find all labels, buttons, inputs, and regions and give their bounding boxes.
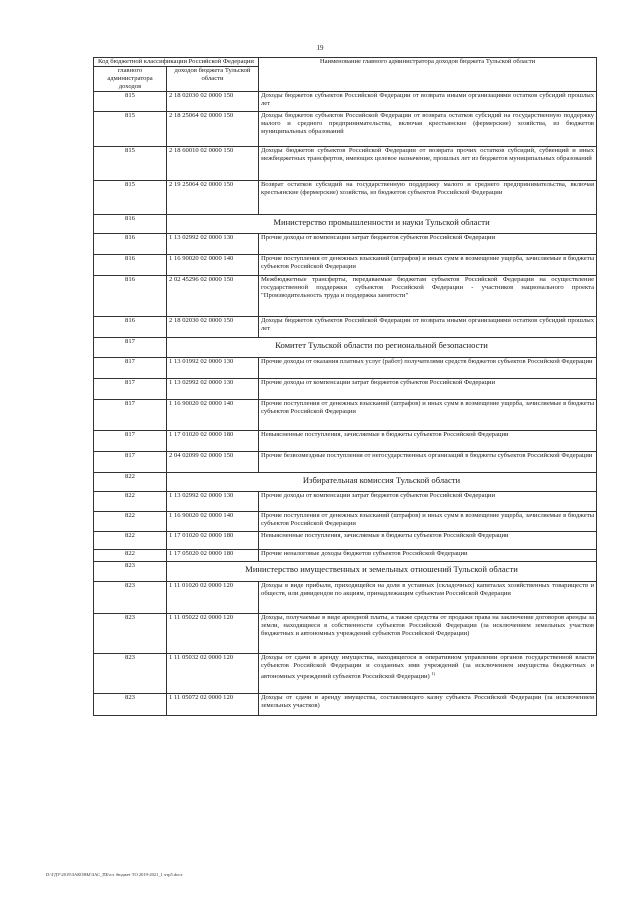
revenue-name-text: Прочие доходы от компенсации затрат бюджетов субъектов Российской Федерации — [261, 492, 496, 499]
revenue-name-cell — [259, 317, 597, 338]
admin-code-cell: 816 — [94, 276, 167, 317]
admin-code-cell: 817 — [94, 431, 167, 452]
revenue-column-header: доходов бюджета Тульской области — [167, 67, 259, 92]
revenue-code-cell: 1 11 05032 02 0000 120 — [167, 654, 259, 694]
revenue-code-cell: 1 13 02992 02 0000 130 — [167, 234, 259, 255]
revenue-name-text: Прочие поступления от денежных взысканий (штрафов) и иных сумм в возмещение ущерба, зачисляемые в бюджеты субъектов Российской Федерации — [261, 400, 595, 415]
revenue-name-text: Прочие доходы от компенсации затрат бюджетов субъектов Российской Федерации — [261, 379, 496, 386]
revenue-name-text: Прочие безвозмездные поступления от негосударственных организаций в бюджеты субъектов Российской Федерации — [261, 452, 593, 459]
revenue-name-text: Невыясненные поступления, зачисляемые в бюджеты субъектов Российской Федерации — [261, 532, 509, 539]
revenue-name-cell — [259, 147, 597, 181]
admin-code-cell: 822 — [94, 473, 167, 492]
department-name-cell: Избирательная комиссия Тульской области — [167, 473, 597, 492]
table-row — [94, 112, 597, 147]
revenue-administrators-table — [93, 57, 597, 716]
revenue-name-text: Доходы, получаемые в виде арендной платы, а также средства от продажи права на заключение договоров аренды за земли, находящиеся в собственности субъектов Российской Федерации (за исключением земельных участков бюджетных и автономных учреждений субъектов Российской Федерации) — [261, 614, 595, 637]
department-row — [94, 215, 597, 234]
revenue-name-cell — [259, 654, 597, 694]
table-row — [94, 512, 597, 532]
admin-code-cell: 817 — [94, 379, 167, 400]
revenue-name-text: Доходы бюджетов субъектов Российской Федерации от возврата иными организациями остатков субсидий прошлых лет — [261, 317, 595, 332]
revenue-code-cell: 2 18 02030 02 0000 150 — [167, 317, 259, 338]
revenue-name-text: Межбюджетные трансферты, передаваемые бюджетам субъектов Российской Федерации на осуществление государственной поддержки субъектов Российской Федерации - участников национального проекта "Производительность труда и поддержка занятости" — [261, 276, 595, 299]
revenue-name-text: Доходы от сдачи в аренду имущества, находящегося в оперативном управлении органов государственной власти субъектов Российской Федерации и созданных ими учреждений (за исключением имущества бюджетных и автономных учреждений субъектов Российской Федерации) — [261, 654, 595, 681]
admin-code-cell: 816 — [94, 234, 167, 255]
table-row — [94, 147, 597, 181]
department-name-cell: Комитет Тульской области по региональной безопасности — [167, 338, 597, 358]
department-name-cell: Министерство имущественных и земельных отношений Тульской области — [167, 562, 597, 582]
admin-code-cell: 823 — [94, 614, 167, 654]
code-column-header: Код бюджетной классификации Российской Федерации — [94, 58, 259, 67]
table-row — [94, 492, 597, 512]
admin-code-cell: 815 — [94, 92, 167, 112]
file-path-footer: D:\ГДУ\2019\ЗАКОНЫ\ЗАС_ПБ\ел. бюджет ТО 2019-2021_1 чтр5.docx — [46, 872, 183, 877]
admin-code-cell: 815 — [94, 181, 167, 215]
revenue-code-cell: 2 02 45296 02 0000 150 — [167, 276, 259, 317]
revenue-code-cell: 1 17 01020 02 0000 180 — [167, 532, 259, 550]
table-row — [94, 400, 597, 431]
admin-code-cell: 822 — [94, 532, 167, 550]
table-row — [94, 317, 597, 338]
admin-code-cell: 816 — [94, 317, 167, 338]
table-row — [94, 379, 597, 400]
revenue-code-cell: 2 19 25064 02 0000 150 — [167, 181, 259, 215]
revenue-code-cell: 2 18 02030 02 0000 150 — [167, 92, 259, 112]
revenue-name-cell — [259, 492, 597, 512]
table-row — [94, 431, 597, 452]
table-row — [94, 255, 597, 276]
revenue-name-cell — [259, 582, 597, 614]
footnote-mark: 1) — [431, 671, 436, 676]
revenue-code-cell: 1 11 01020 02 0000 120 — [167, 582, 259, 614]
revenue-code-cell: 1 17 05020 02 0000 180 — [167, 550, 259, 562]
table-row — [94, 181, 597, 215]
department-name-cell: Министерство промышленности и науки Тульской области — [167, 215, 597, 234]
revenue-code-cell: 1 11 05072 02 0000 120 — [167, 694, 259, 716]
department-row — [94, 562, 597, 582]
revenue-name-cell — [259, 358, 597, 379]
revenue-code-cell: 1 17 01020 02 0000 180 — [167, 431, 259, 452]
revenue-name-text: Прочие поступления от денежных взысканий (штрафов) и иных сумм в возмещение ущерба, зачисляемые в бюджеты субъектов Российской Федерации — [261, 255, 595, 270]
revenue-name-text: Доходы бюджетов субъектов Российской Федерации от возврата прочих остатков субсидий, субвенций и иных межбюджетных трансфертов, имеющих целевое назначение, прошлых лет из бюджетов муниципальных образований — [261, 147, 595, 162]
revenue-name-cell — [259, 379, 597, 400]
admin-code-cell: 817 — [94, 400, 167, 431]
revenue-name-cell — [259, 694, 597, 716]
admin-code-cell: 823 — [94, 582, 167, 614]
admin-column-header: главного администратора доходов — [94, 67, 167, 92]
revenue-code-cell: 2 18 60010 02 0000 150 — [167, 147, 259, 181]
admin-code-cell: 816 — [94, 255, 167, 276]
revenue-code-cell: 1 16 90020 02 0000 140 — [167, 255, 259, 276]
admin-code-cell: 823 — [94, 694, 167, 716]
table-row — [94, 654, 597, 694]
table-row — [94, 582, 597, 614]
table-row — [94, 550, 597, 562]
revenue-code-cell: 1 16 90020 02 0000 140 — [167, 512, 259, 532]
department-row — [94, 338, 597, 358]
revenue-name-text: Доходы бюджетов субъектов Российской Федерации от возврата иными организациями остатков субсидий прошлых лет — [261, 92, 595, 107]
table-header-row — [94, 58, 597, 67]
revenue-code-cell: 2 04 02099 02 0000 150 — [167, 452, 259, 473]
admin-code-cell: 817 — [94, 358, 167, 379]
revenue-name-text: Прочие доходы от оказания платных услуг (работ) получателями средств бюджетов субъектов Российской Федерации — [261, 358, 593, 365]
revenue-name-cell — [259, 431, 597, 452]
revenue-name-cell — [259, 92, 597, 112]
table-row — [94, 358, 597, 379]
page-number: 19 — [316, 44, 324, 52]
revenue-name-text: Прочие доходы от компенсации затрат бюджетов субъектов Российской Федерации — [261, 234, 496, 241]
revenue-name-text: Возврат остатков субсидий на государственную поддержку малого и среднего предпринимательства, включая крестьянские (фермерские) хозяйства, из бюджетов субъектов Российской Федерации — [261, 181, 595, 196]
table-row — [94, 276, 597, 317]
revenue-code-cell: 2 18 25064 02 0000 150 — [167, 112, 259, 147]
revenue-code-cell: 1 16 90020 02 0000 140 — [167, 400, 259, 431]
admin-code-cell: 822 — [94, 550, 167, 562]
revenue-name-cell — [259, 234, 597, 255]
revenue-code-cell: 1 13 02992 02 0000 130 — [167, 379, 259, 400]
admin-code-cell: 817 — [94, 338, 167, 358]
department-row — [94, 473, 597, 492]
revenue-name-cell — [259, 255, 597, 276]
table-row — [94, 614, 597, 654]
revenue-name-cell — [259, 112, 597, 147]
revenue-code-cell: 1 13 02992 02 0000 130 — [167, 492, 259, 512]
revenue-name-cell — [259, 276, 597, 317]
table-row — [94, 532, 597, 550]
revenue-name-cell — [259, 181, 597, 215]
revenue-name-cell — [259, 532, 597, 550]
table-row — [94, 92, 597, 112]
admin-code-cell: 823 — [94, 562, 167, 582]
revenue-name-cell — [259, 512, 597, 532]
admin-code-cell: 822 — [94, 512, 167, 532]
admin-code-cell: 815 — [94, 112, 167, 147]
revenue-name-cell — [259, 400, 597, 431]
revenue-name-text: Доходы бюджетов субъектов Российской Федерации от возврата остатков субсидий на государственную поддержку малого и среднего предпринимательства, включая крестьянские (фермерские) хозяйства, из бюджетов муниципальных образований — [261, 112, 595, 135]
revenue-name-cell — [259, 550, 597, 562]
admin-code-cell: 817 — [94, 452, 167, 473]
revenue-name-text: Прочие неналоговые доходы бюджетов субъектов Российской Федерации — [261, 550, 468, 557]
admin-code-cell: 816 — [94, 215, 167, 234]
revenue-name-text: Прочие поступления от денежных взысканий (штрафов) и иных сумм в возмещение ущерба, зачисляемые в бюджеты субъектов Российской Федерации — [261, 512, 595, 527]
name-column-header: Наименование главного администратора доходов бюджета Тульской области — [259, 58, 597, 92]
revenue-code-cell: 1 13 01992 02 0000 130 — [167, 358, 259, 379]
revenue-name-text: Доходы от сдачи в аренду имущества, составляющего казну субъекта Российской Федерации (за исключением земельных участков) — [261, 694, 595, 709]
revenue-name-text: Доходы в виде прибыли, приходящейся на доли в уставных (складочных) капиталах хозяйственных товариществ и обществ, или дивидендов по акциям, принадлежащим субъектам Российской Федерации — [261, 582, 595, 597]
table-row — [94, 694, 597, 716]
table-row — [94, 234, 597, 255]
revenue-code-cell: 1 11 05022 02 0000 120 — [167, 614, 259, 654]
revenue-name-cell — [259, 614, 597, 654]
revenue-name-text: Невыясненные поступления, зачисляемые в бюджеты субъектов Российской Федерации — [261, 431, 509, 438]
admin-code-cell: 823 — [94, 654, 167, 694]
admin-code-cell: 815 — [94, 147, 167, 181]
table-row — [94, 452, 597, 473]
revenue-name-cell — [259, 452, 597, 473]
table-body — [94, 92, 597, 716]
admin-code-cell: 822 — [94, 492, 167, 512]
